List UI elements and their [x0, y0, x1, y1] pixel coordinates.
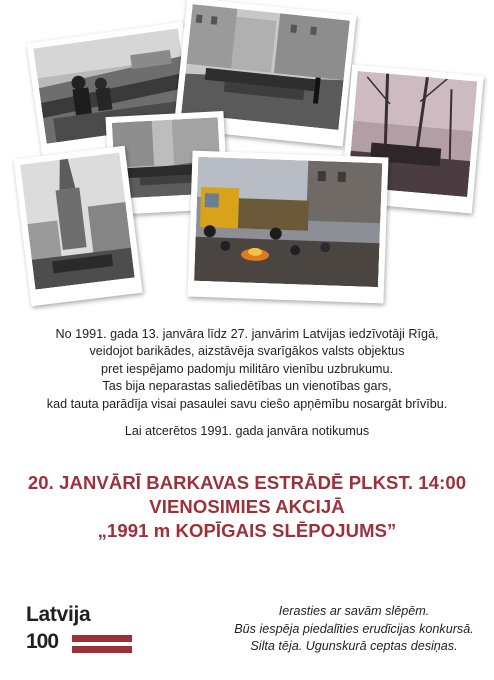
info-line: Silta tēja. Ugunskurā ceptas desiņas. — [250, 639, 458, 653]
intro-line: Tas bija neparastas saliedētības un vienotības gars, — [102, 379, 392, 394]
flag-icon — [72, 635, 132, 653]
headline-line: 20. JANVĀRĪ BARKAVAS ESTRĀDĒ PLKST. 14:00 — [27, 472, 467, 493]
logo-number: 100 — [26, 630, 59, 653]
intro-line: pret iespējamo padomju militāro vienību uzbrukumu. — [101, 361, 393, 376]
latvija-100-logo — [26, 603, 116, 655]
logo-word: Latvija — [26, 603, 91, 626]
event-headline — [0, 471, 494, 543]
photo-trucks-bonfire — [188, 151, 389, 304]
photo-church-tower — [13, 146, 142, 307]
intro-line: kad tauta parādīja visai pasaulei savu cieŝo apņēmību nosargāt brīvību. — [46, 396, 448, 411]
info-line: Ierasties ar savām slēpēm. — [278, 604, 430, 618]
headline-line: „1991 m KOPĪGAIS SLĒPOJUMS” — [97, 520, 397, 541]
intro-paragraph — [20, 326, 474, 413]
info-line: Būs iespēja piedalīties erudīcijas konkursā. — [234, 621, 474, 636]
intro-line: veidojot barikādes, aizstāvēja svarīgākos valsts objektus — [89, 344, 405, 359]
headline-line: VIENOSIMIES AKCIJĀ — [149, 496, 345, 517]
photo-collage — [0, 0, 494, 315]
remember-line: Lai atcerētos 1991. gada janvāra notikumus — [124, 424, 370, 438]
intro-line: No 1991. gada 13. janvāra līdz 27. janvārim Latvijas iedzīvotāji Rīgā, — [55, 327, 439, 341]
event-info — [224, 603, 484, 656]
